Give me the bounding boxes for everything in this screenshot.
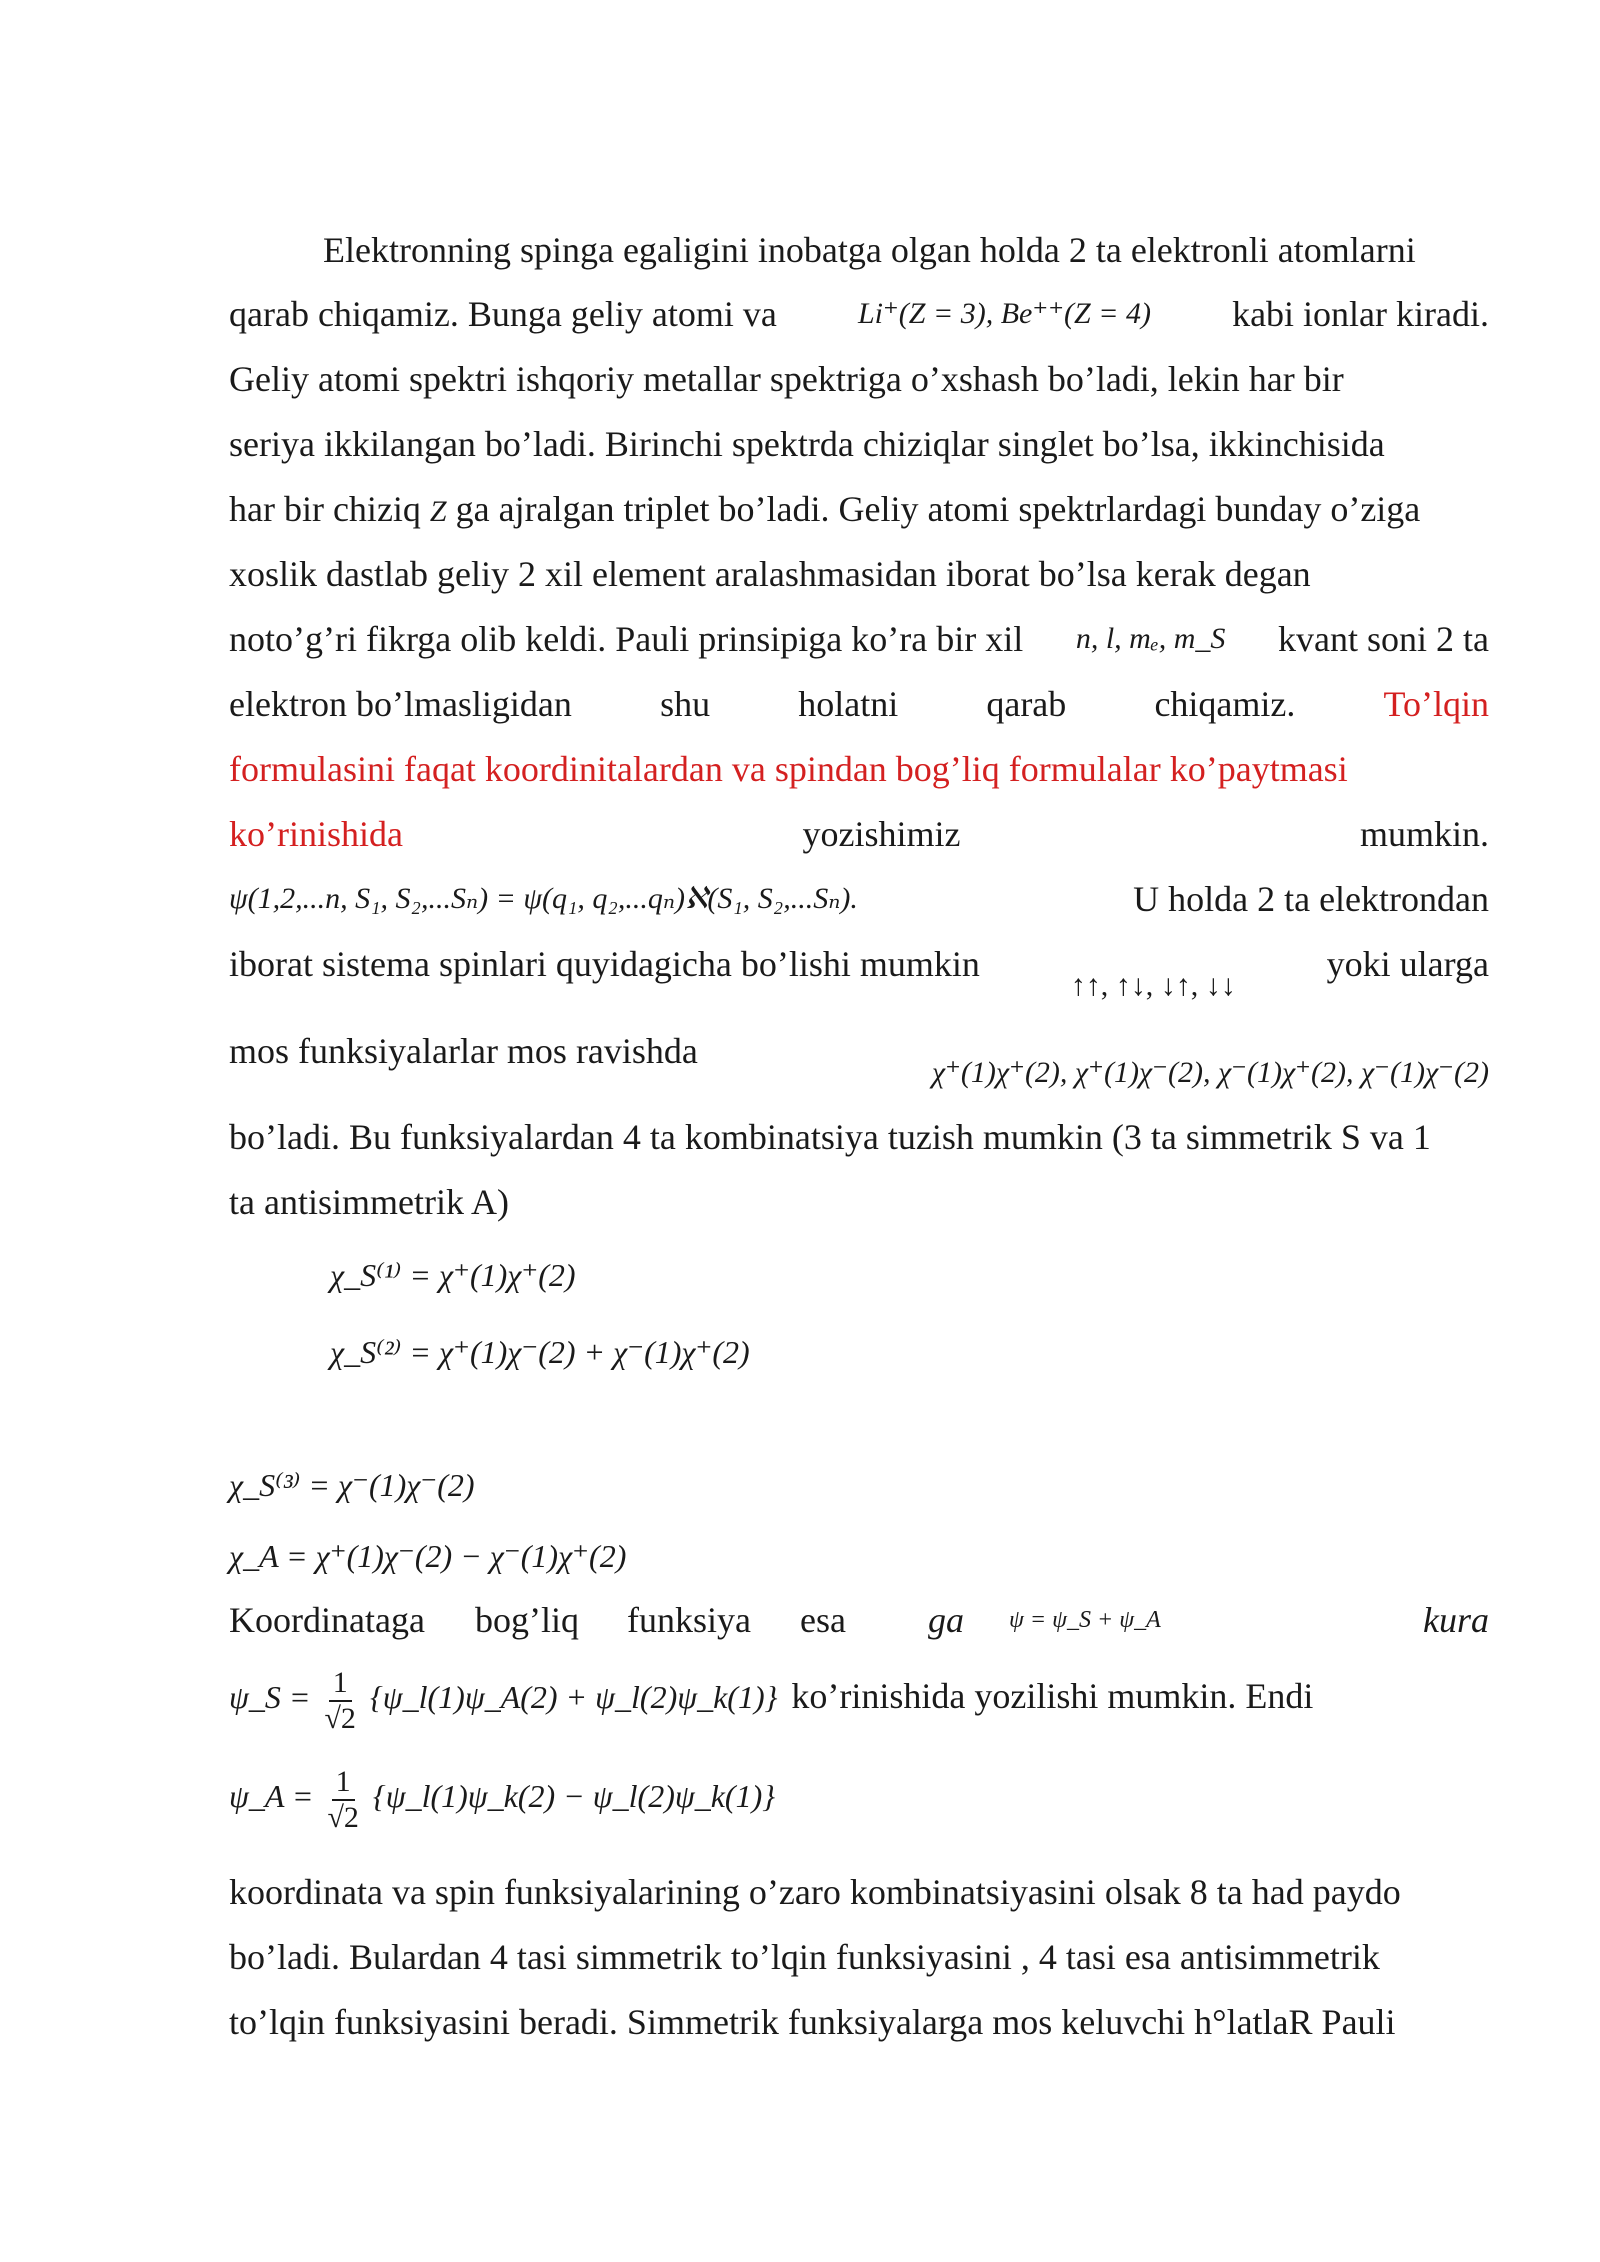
paragraph-line-5 xyxy=(229,487,1489,534)
numerator: 1 xyxy=(332,1765,355,1801)
text: ga ajralgan triplet bo’ladi. Geliy atomi spektrlardagi bunday o’ziga xyxy=(455,489,1421,529)
word: kura xyxy=(1423,1600,1489,1640)
paragraph-line-14 xyxy=(229,1115,1489,1159)
paragraph-line-15 xyxy=(229,1180,1489,1224)
lhs: ψ_S = xyxy=(229,1679,311,1715)
paragraph-line-17 xyxy=(229,1870,1489,1914)
text: bo’ladi. Bulardan 4 tasi simmetrik to’lqin funksiyasini , 4 tasi esa antisimmetrik xyxy=(229,1937,1380,1977)
text: koordinata va spin funksiyalarining o’zaro kombinatsiyasini olsak 8 ta had paydo xyxy=(229,1872,1401,1912)
text: mos funksiyalarlar mos ravishda xyxy=(229,1031,698,1071)
word: funksiya xyxy=(627,1600,751,1640)
text: Geliy atomi spektri ishqoriy metallar spektriga o’xshash bo’ladi, lekin har bir xyxy=(229,359,1344,399)
word: esa xyxy=(800,1600,846,1640)
ion-formula: Li⁺(Z = 3), Be⁺⁺(Z = 4) xyxy=(857,297,1151,330)
text: Elektronning spinga egaligini inobatga olgan holda 2 ta elektronli atomlarni xyxy=(323,230,1416,270)
equation-psi-s xyxy=(229,1660,1313,1736)
word: mumkin. xyxy=(1359,814,1489,854)
paragraph-line-7 xyxy=(229,617,1489,661)
paragraph-line-2 xyxy=(229,292,1489,336)
spin-functions: χ⁺(1)χ⁺(2), χ⁺(1)χ⁻(2), χ⁻(1)χ⁺(2), χ⁻(1)χ⁻(2) xyxy=(931,1056,1489,1089)
fraction xyxy=(327,1765,358,1835)
paragraph-line-4 xyxy=(229,422,1489,466)
text: seriya ikkilangan bo’ladi. Birinchi spektrda chiziqlar singlet bo’lsa, ikkinchisida xyxy=(229,424,1385,464)
wavefunction-formula: ψ(1,2,...n, S₁, S₂,...Sₙ) = ψ(q₁, q₂,...qₙ)ℵ(S₁, S₂,...Sₙ). xyxy=(229,882,858,915)
paragraph-line-1 xyxy=(323,228,1489,272)
paragraph-line-11 xyxy=(229,877,1489,921)
text: ko’rinishida yozilishi mumkin. Endi xyxy=(791,1676,1314,1716)
paragraph-line-18 xyxy=(229,1935,1489,1979)
denominator: √2 xyxy=(324,1701,356,1735)
text: noto’g’ri fikrga olib keldi. Pauli prinsipiga ko’ra bir xil xyxy=(229,619,1024,659)
equation-chi-s1: χ_S⁽¹⁾ = χ⁺(1)χ⁺(2) xyxy=(330,1257,576,1293)
highlighted-text: formulasini faqat koordinitalardan va spindan bog’liq formulalar ko’paytmasi xyxy=(229,749,1348,789)
word: ga xyxy=(928,1600,964,1640)
text: har bir chiziq xyxy=(229,489,421,529)
paragraph-line-8 xyxy=(229,682,1489,726)
text: yoki ularga xyxy=(1326,944,1489,984)
word: Koordinataga xyxy=(229,1600,425,1640)
denominator: √2 xyxy=(327,1800,359,1834)
spin-arrows: ↑↑, ↑↓, ↓↑, ↓↓ xyxy=(1070,969,1236,1002)
paragraph-line-9 xyxy=(229,747,1489,791)
text: kvant soni 2 ta xyxy=(1278,619,1489,659)
paragraph-line-19 xyxy=(229,2000,1489,2044)
highlighted-text: ko’rinishida xyxy=(229,814,403,854)
equation-psi-a xyxy=(229,1760,775,1835)
word: shu xyxy=(660,684,711,724)
equation-chi-a: χ_A = χ⁺(1)χ⁻(2) − χ⁻(1)χ⁺(2) xyxy=(229,1538,627,1574)
paragraph-line-12 xyxy=(229,942,1489,1002)
text: to’lqin funksiyasini beradi. Simmetrik funksiyalarga mos keluvchi h°latlaR Pauli xyxy=(229,2002,1396,2042)
word: yozishimiz xyxy=(802,814,961,854)
word: elektron bo’lmasligidan xyxy=(229,684,572,724)
text: iborat sistema spinlari quyidagicha bo’lishi mumkin xyxy=(229,944,980,984)
word: chiqamiz. xyxy=(1154,684,1296,724)
highlighted-text: To’lqin xyxy=(1383,684,1489,724)
paragraph-line-6 xyxy=(229,552,1489,596)
paragraph-line-13 xyxy=(229,1029,1489,1089)
equation-chi-s2: χ_S⁽²⁾ = χ⁺(1)χ⁻(2) + χ⁻(1)χ⁺(2) xyxy=(330,1334,750,1370)
text: kabi ionlar kiradi. xyxy=(1232,294,1489,334)
text: qarab chiqamiz. Bunga geliy atomi va xyxy=(229,294,777,334)
numerator: 1 xyxy=(329,1666,352,1702)
equation-chi-s3: χ_S⁽³⁾ = χ⁻(1)χ⁻(2) xyxy=(229,1467,475,1503)
word: holatni xyxy=(798,684,899,724)
paragraph-line-10 xyxy=(229,812,1489,856)
psi-sum-formula: ψ = ψ_S + ψ_A xyxy=(1009,1607,1161,1633)
fraction xyxy=(324,1666,355,1736)
math-z: Z xyxy=(429,495,447,528)
text: xoslik dastlab geliy 2 xil element aralashmasidan iborat bo’lsa kerak degan xyxy=(229,554,1311,594)
text: ta antisimmetrik A) xyxy=(229,1182,509,1222)
text: U holda 2 ta elektrondan xyxy=(1133,879,1489,919)
word: bog’liq xyxy=(475,1600,579,1640)
rhs: {ψ_l(1)ψ_A(2) + ψ_l(2)ψ_k(1)} xyxy=(369,1679,778,1715)
rhs: {ψ_l(1)ψ_k(2) − ψ_l(2)ψ_k(1)} xyxy=(372,1778,776,1814)
quantum-numbers: n, l, mₑ, m_S xyxy=(1075,622,1226,655)
lhs: ψ_A = xyxy=(229,1778,314,1814)
word: qarab xyxy=(986,684,1067,724)
paragraph-line-3 xyxy=(229,357,1489,401)
text: bo’ladi. Bu funksiyalardan 4 ta kombinatsiya tuzish mumkin (3 ta simmetrik S va 1 xyxy=(229,1117,1431,1157)
